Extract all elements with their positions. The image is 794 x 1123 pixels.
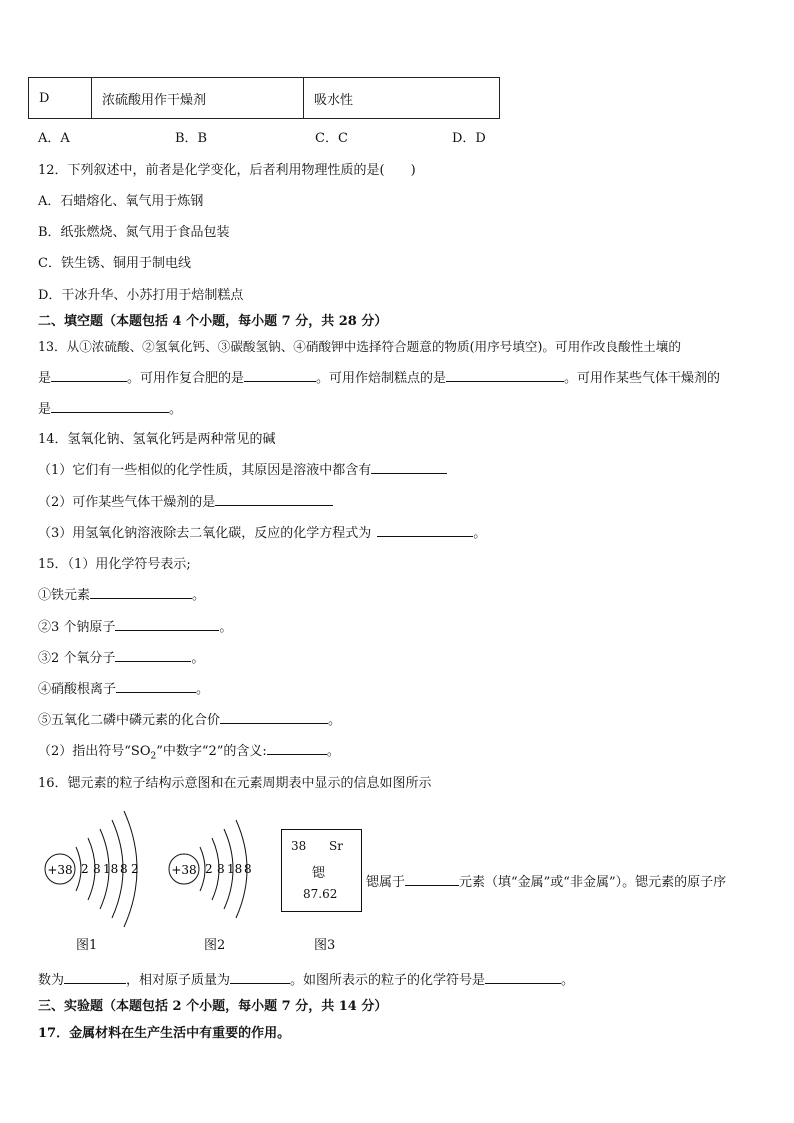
q12-stem: 12．下列叙述中，前者是化学变化，后者利用物理性质的是( ): [38, 163, 416, 178]
q13-line1: 13．从①浓硫酸、②氢氧化钙、③碳酸氢钠、④硝酸钾中选择符合题意的物质(用序号填空)。可用作改良酸性土壤的: [38, 339, 681, 354]
q12-option-c: C．铁生锈、铜用于制电线: [38, 256, 191, 271]
text: 。: [326, 744, 340, 759]
text: 。如图所表示的粒子的化学符号是: [290, 973, 486, 988]
text: 锶属于: [366, 875, 406, 890]
shell-count: 2: [205, 862, 213, 876]
answer-blank[interactable]: [51, 369, 127, 382]
section-heading: 三、实验题（本题包括 2 个小题，每小题 7 分，共 14 分）: [38, 999, 388, 1014]
atom-structure-diagram-2: [164, 805, 264, 935]
table-row: [29, 78, 500, 119]
shell-count: 18: [227, 862, 243, 876]
atomic-number: 38: [291, 839, 307, 853]
answer-blank[interactable]: [244, 369, 316, 382]
q16-line2: [38, 969, 574, 988]
q15-stem: 15．（1）用化学符号表示;: [38, 557, 191, 572]
answer-blank[interactable]: [485, 971, 561, 984]
text: 。可用作复合肥的是: [127, 371, 245, 386]
table-cell: 吸水性: [304, 78, 500, 119]
q15-item3: [38, 647, 204, 666]
atomic-mass: 87.62: [303, 887, 338, 901]
q14-part1: [38, 459, 447, 478]
option-b: B．B: [175, 131, 208, 146]
text: 数为: [38, 973, 65, 988]
q13-line3: [38, 398, 182, 417]
answer-blank[interactable]: [90, 586, 192, 599]
answer-blank[interactable]: [64, 971, 126, 984]
element-symbol: Sr: [329, 839, 343, 853]
table-cell: 浓硫酸用作干燥剂: [92, 78, 304, 119]
shell-count: 2: [81, 862, 89, 876]
answer-blank[interactable]: [220, 711, 328, 724]
element-name: 锶: [312, 866, 326, 881]
q15-part2: [38, 740, 340, 762]
text: 。: [328, 713, 342, 728]
q15-item5: [38, 709, 341, 728]
text: （1）它们有一些相似的化学性质，其原因是溶液中都含有: [38, 463, 372, 478]
text: 。: [561, 973, 575, 988]
option-d: D．D: [452, 131, 486, 146]
text: 。: [473, 526, 487, 541]
q12-option-b: B．纸张燃烧、氮气用于食品包装: [38, 225, 230, 240]
q15-item1: [38, 584, 205, 603]
q12-option-a: A．石蜡熔化、氧气用于炼钢: [38, 194, 204, 209]
answer-blank[interactable]: [115, 618, 219, 631]
figure-label: 图3: [314, 938, 336, 953]
text: 。可用作某些气体干燥剂的: [564, 371, 721, 386]
text: 。: [192, 588, 206, 603]
answer-blank[interactable]: [405, 873, 459, 886]
answer-blank[interactable]: [267, 742, 327, 755]
section-heading: 二、填空题（本题包括 4 个小题，每小题 7 分，共 28 分）: [38, 314, 388, 329]
q15-item4: [38, 678, 209, 697]
text: ①铁元素: [38, 588, 91, 603]
text: 。可用作焙制糕点的是: [316, 371, 447, 386]
text: （3）用氢氧化钠溶液除去二氧化碳，反应的化学方程式为: [38, 526, 372, 541]
answer-blank[interactable]: [215, 493, 333, 506]
text: 。: [219, 620, 233, 635]
text: ③2 个氧分子: [38, 651, 116, 666]
answer-blank[interactable]: [377, 524, 473, 537]
shell-count: 8: [120, 862, 128, 876]
shell-count: 8: [217, 862, 225, 876]
text: ”中数字“2”的含义:: [156, 744, 267, 759]
nucleus-charge: +38: [171, 863, 197, 877]
q14-part2: [38, 491, 333, 510]
shell-count: 18: [103, 862, 119, 876]
q14-part3: [38, 522, 486, 541]
q12-option-d: D．干冰升华、小苏打用于焙制糕点: [38, 288, 244, 303]
text: ②3 个钠原子: [38, 620, 116, 635]
text: （2）可作某些气体干燥剂的是: [38, 495, 216, 510]
periodic-table-cell: [281, 829, 362, 912]
q15-item2: [38, 616, 232, 635]
option-c: C．C: [315, 131, 348, 146]
q13-line2: [38, 367, 720, 386]
q16-stem: 16．锶元素的粒子结构示意图和在元素周期表中显示的信息如图所示: [38, 776, 432, 791]
figure-label: 图1: [76, 938, 98, 953]
answer-blank[interactable]: [371, 461, 447, 474]
q16-side-text: [366, 871, 726, 890]
text: 元素（填“金属”或“非金属”）。锶元素的原子序: [459, 875, 727, 890]
text: 。: [169, 402, 183, 417]
answer-blank[interactable]: [446, 369, 564, 382]
shell-count: 8: [244, 862, 252, 876]
atom-structure-diagram-1: [40, 805, 160, 935]
table-cell: D: [29, 78, 92, 119]
text: 。: [191, 651, 205, 666]
text: 是: [38, 402, 52, 417]
text: ④硝酸根离子: [38, 682, 117, 697]
shell-count: 2: [131, 862, 139, 876]
text: 是: [38, 371, 52, 386]
text: ，相对原子质量为: [126, 973, 231, 988]
shell-count: 8: [93, 862, 101, 876]
answer-blank[interactable]: [51, 400, 169, 413]
answer-blank[interactable]: [115, 649, 191, 662]
answer-blank[interactable]: [116, 680, 196, 693]
q17-stem: 17．金属材料在生产生活中有重要的作用。: [38, 1026, 291, 1041]
figure-label: 图2: [204, 938, 226, 953]
q14-stem: 14．氢氧化钠、氢氧化钙是两种常见的碱: [38, 432, 276, 447]
subscript: 2: [150, 751, 157, 762]
option-a: A．A: [38, 131, 70, 146]
text: （2）指出符号“SO: [38, 744, 151, 759]
answer-table: [28, 77, 500, 119]
answer-blank[interactable]: [230, 971, 290, 984]
nucleus-charge: +38: [47, 863, 73, 877]
text: ⑤五氧化二磷中磷元素的化合价: [38, 713, 221, 728]
text: 。: [196, 682, 210, 697]
